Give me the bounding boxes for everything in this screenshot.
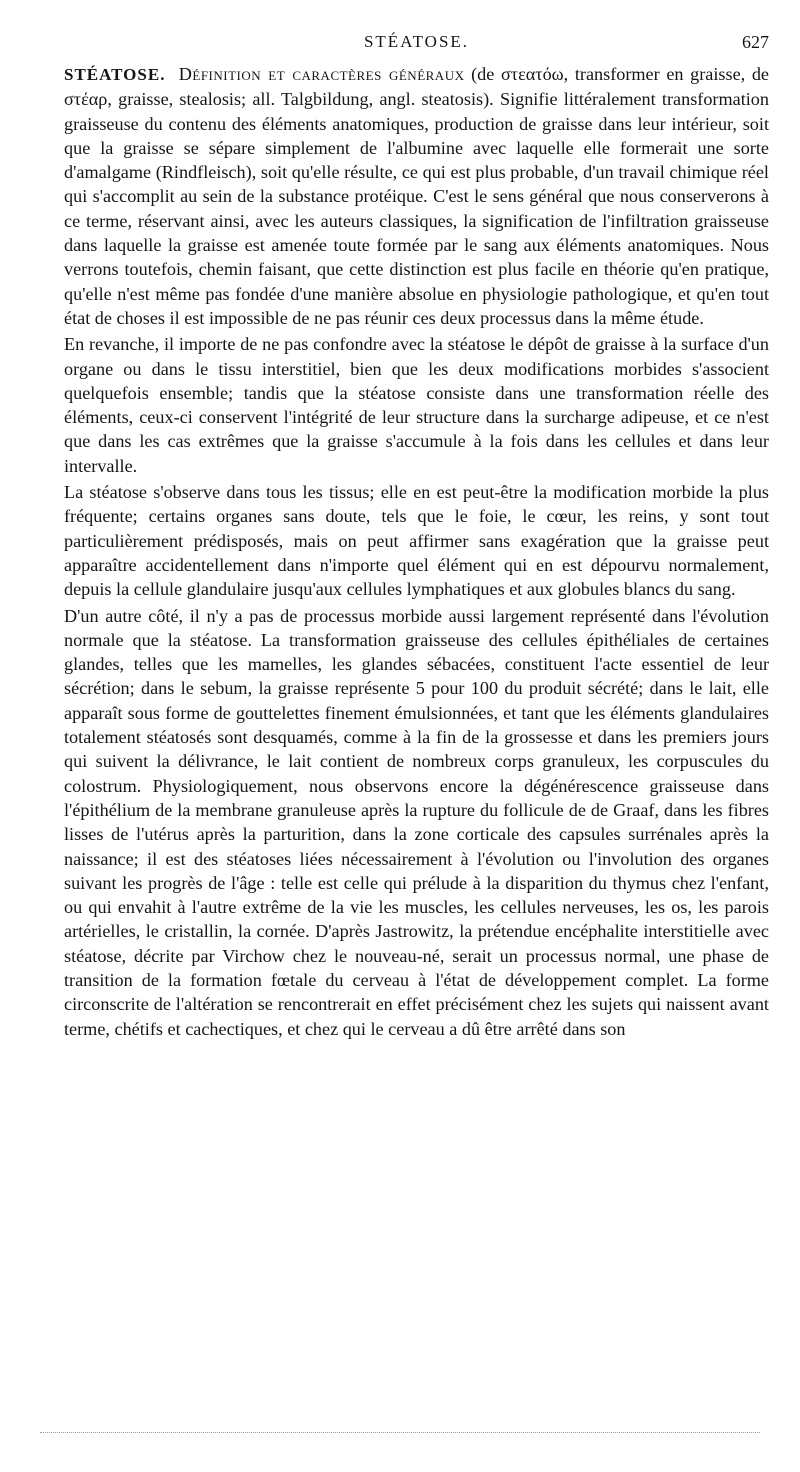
paragraph-1-text: (de στεατόω, transformer en graisse, de στέαρ, graisse, stealosis; all. Talgbildung, angl. steatosis). Signifie littéralement transformation graisseuse du contenu des éléments anatomiques, production de graisse dans leur intérieur, soit que la graisse se sépare simplement de l'albumine avec laquelle elle formerait une sorte d'amalgame (Rindfleisch), soit qu'elle résulte, ce qui est plus probable, d'un travail chimique réel qui s'accomplit au sein de la substance protéique. C'est le sens général que nous conserverons à ce terme, réservant ainsi, avec les auteurs classiques, la signification de l'infiltration graisseuse dans laquelle la graisse est amenée toute formée par le sang aux éléments anatomiques. Nous verrons toutefois, chemin faisant, que cette distinction est plus facile en théorie qu'en pratique, qu'elle n'est même pas fondée d'une manière absolue en physiologie pathologique, et qu'en tout état de choses il est impossible de ne pas réunir ces deux processus dans la même étude. xyxy=(64,64,769,328)
running-title: STÉATOSE. xyxy=(363,32,470,51)
running-header xyxy=(64,30,769,56)
paragraph-1 xyxy=(64,62,769,330)
footer-dotted-rule xyxy=(40,1432,760,1433)
page-number: 627 xyxy=(742,32,769,52)
section-heading: Définition et caractères généraux xyxy=(178,64,465,84)
article-body xyxy=(64,62,769,1043)
paragraph-2: En revanche, il importe de ne pas confondre avec la stéatose le dépôt de graisse à la surface d'un organe ou dans le tissu interstitiel, bien que les deux modifications morbides s'associent quelquefois ensemble; tandis que la stéatose consiste dans une transformation réelle des éléments, ceux-ci conservent l'intégrité de leur structure dans la surcharge adipeuse, et ce n'est que dans les cas extrêmes que la graisse s'accumule à la fois dans les cellules et dans leur intervalle. xyxy=(64,334,769,476)
paragraph-4: D'un autre côté, il n'y a pas de processus morbide aussi largement représenté dans l'évolution normale que la stéatose. La transformation graisseuse des cellules épithéliales de certaines glandes, telles que les mamelles, les glandes sébacées, constituent l'acte essentiel de leur sécrétion; dans le sebum, la graisse représente 5 pour 100 du produit sécrété; dans le lait, elle apparaît sous forme de gouttelettes finement émulsionnées, et tant que les éléments glandulaires totalement stéatosés sont desquamés, comme à la fin de la grossesse et dans les premiers jours qui suivent la délivrance, le lait contient de nombreux corps granuleux, les corpuscules du colostrum. Physiologiquement, nous observons encore la dégénérescence graisseuse dans l'épithélium de la membrane granuleuse après la rupture du follicule de de Graaf, dans les fibres lisses de l'utérus après la parturition, dans la zone corticale des capsules surrénales après la naissance; il est des stéatoses liées nécessairement à l'évolution ou l'involution des organes suivant les progrès de l'âge : telle est celle qui prélude à la disparition du thymus chez l'enfant, ou qui envahit à l'autre extrême de la vie les muscles, les cellules nerveuses, les os, les parois artérielles, le cristallin, la cornée. D'après Jastrowitz, la prétendue encéphalite interstitielle avec stéatose, décrite par Virchow chez le nouveau-né, serait un processus normal, une phase de transition de la formation fœtale du cerveau à l'état de développement complet. La forme circonscrite de l'altération se rencontrerait en effet précisément chez les sujets qui naissent avant terme, chétifs et cachectiques, et chez qui le cerveau a dû être arrêté dans son xyxy=(64,605,769,1039)
headword: STÉATOSE. xyxy=(64,65,166,84)
paragraph-3: La stéatose s'observe dans tous les tissus; elle en est peut-être la modification morbide la plus fréquente; certains organes sans doute, tels que le foie, le cœur, les reins, y sont tout particulièrement prédisposés, mais on peut affirmer sans exagération que la graisse peut apparaître accidentellement dans n'importe quel élément qui en est dépourvu normalement, depuis la cellule glandulaire jusqu'aux cellules lymphatiques et aux globules blancs du sang. xyxy=(64,482,769,600)
